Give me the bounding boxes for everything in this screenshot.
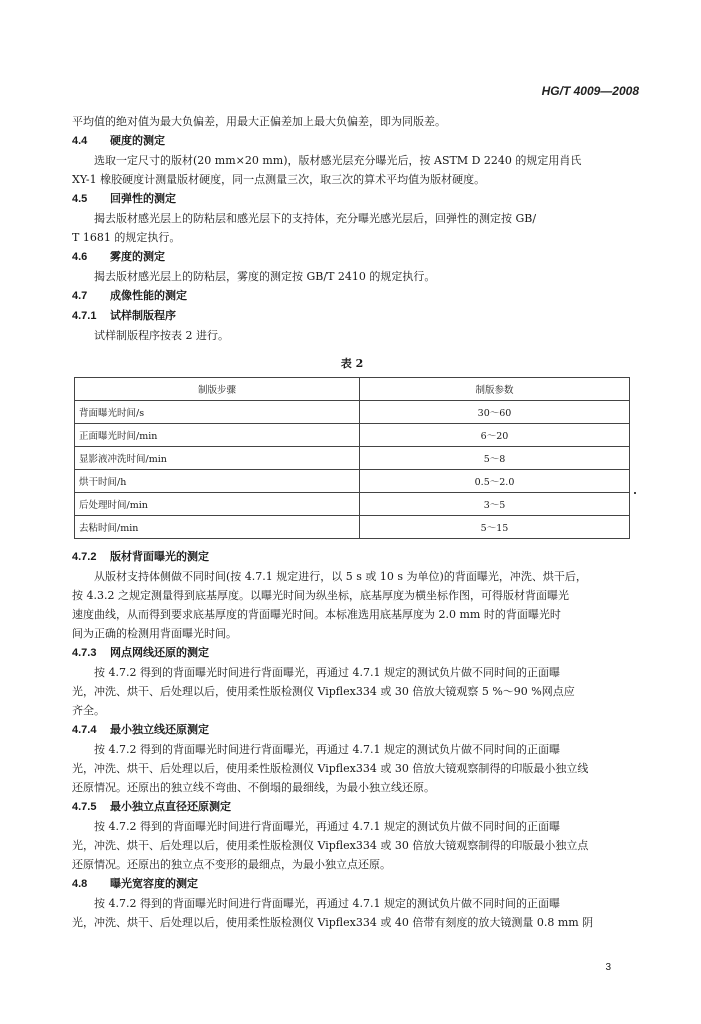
section-title: 成像性能的测定 — [110, 289, 187, 302]
paragraph-line: 间为正确的检测用背面曝光时间。 — [72, 627, 237, 640]
table-row — [75, 470, 630, 493]
process-table — [74, 377, 630, 539]
table-cell-step: 背面曝光时间/s — [75, 401, 360, 424]
section-heading-4-7-2 — [72, 547, 632, 567]
section-heading-4-4 — [72, 131, 632, 151]
table-header-step: 制版步骤 — [75, 378, 360, 401]
paragraph-line: 还原情况。还原出的独立点不变形的最细点，为最小独立点还原。 — [72, 858, 391, 871]
paragraph-line: 光，冲洗、烘干、后处理以后，使用柔性版检测仪 Vipflex334 或 40 倍带有刻度的放大镜测量 0.8 mm 阴 — [72, 916, 594, 929]
section-number: 4.7.3 — [72, 647, 97, 659]
paragraph-line: 按 4.7.2 得到的背面曝光时间进行背面曝光，再通过 4.7.1 规定的测试负片做不同时间的正面曝 — [94, 820, 560, 833]
section-title: 最小独立线还原测定 — [110, 723, 209, 736]
section-title: 雾度的测定 — [110, 250, 165, 263]
section-title: 硬度的测定 — [110, 134, 165, 147]
paragraph-line: 按 4.7.2 得到的背面曝光时间进行背面曝光，再通过 4.7.1 规定的测试负片做不同时间的正面曝 — [94, 897, 560, 910]
section-heading-4-7-1 — [72, 306, 632, 326]
paragraph-line: 揭去版材感光层上的防粘层，雾度的测定按 GB/T 2410 的规定执行。 — [94, 270, 436, 283]
section-number: 4.6 — [72, 251, 88, 263]
table-cell-param: 30～60 — [360, 401, 630, 424]
table-caption: 表 2 — [340, 357, 364, 370]
table-cell-param: 3～5 — [360, 493, 630, 516]
table-row — [75, 493, 630, 516]
scan-speck — [634, 492, 636, 494]
section-title: 版材背面曝光的测定 — [110, 550, 209, 563]
paragraph-line: T 1681 的规定执行。 — [72, 231, 181, 244]
paragraph-line: 速度曲线，从而得到要求底基厚度的背面曝光时间。本标准选用底基厚度为 2.0 mm 时的背面曝光时 — [72, 608, 561, 621]
paragraph-line: 按 4.7.2 得到的背面曝光时间进行背面曝光，再通过 4.7.1 规定的测试负片做不同时间的正面曝 — [94, 666, 560, 679]
paragraph-line: 按 4.7.2 得到的背面曝光时间进行背面曝光，再通过 4.7.1 规定的测试负片做不同时间的正面曝 — [94, 743, 560, 756]
table-cell-step: 显影液冲洗时间/min — [75, 447, 360, 470]
paragraph-line: 光，冲洗、烘干、后处理以后，使用柔性版检测仪 Vipflex334 或 30 倍放大镜观察制得的印版最小独立线 — [72, 762, 589, 775]
section-heading-4-7 — [72, 286, 632, 306]
section-heading-4-5 — [72, 189, 632, 209]
paragraph-line: 揭去版材感光层上的防粘层和感光层下的支持体，充分曝光感光层后，回弹性的测定按 GB/ — [94, 212, 537, 225]
section-number: 4.7 — [72, 290, 88, 302]
section-title: 曝光宽容度的测定 — [110, 877, 198, 890]
section-number: 4.7.1 — [72, 310, 97, 322]
paragraph-line: 光，冲洗、烘干、后处理以后，使用柔性版检测仪 Vipflex334 或 30 倍放大镜观察制得的印版最小独立点 — [72, 839, 589, 852]
table-row — [75, 401, 630, 424]
paragraph-line: 还原情况。还原出的独立线不弯曲、不倒塌的最细线，为最小独立线还原。 — [72, 781, 435, 794]
paragraph-line: 从版材支持体侧做不同时间(按 4.7.1 规定进行，以 5 s 或 10 s 为单位)的背面曝光，冲洗、烘干后， — [94, 570, 587, 583]
section-heading-4-6 — [72, 247, 632, 267]
section-number: 4.8 — [72, 878, 88, 890]
document-code: HG/T 4009—2008 — [541, 84, 639, 98]
table-header-param: 制版参数 — [360, 378, 630, 401]
paragraph-line: 光，冲洗、烘干、后处理以后，使用柔性版检测仪 Vipflex334 或 30 倍放大镜观察 5 %～90 %网点应 — [72, 685, 575, 698]
section-title: 回弹性的测定 — [110, 192, 176, 205]
section-number: 4.5 — [72, 193, 88, 205]
table-cell-step: 去粘时间/min — [75, 516, 360, 539]
paragraph-line: 齐全。 — [72, 704, 105, 717]
table-cell-step: 烘干时间/h — [75, 470, 360, 493]
intro-line: 平均值的绝对值为最大负偏差，用最大正偏差加上最大负偏差，即为同版差。 — [72, 115, 446, 128]
section-heading-4-8 — [72, 874, 632, 894]
table-cell-param: 6～20 — [360, 424, 630, 447]
section-title: 网点网线还原的测定 — [110, 646, 209, 659]
table-header-row — [75, 378, 630, 401]
table-row — [75, 447, 630, 470]
section-number: 4.7.2 — [72, 551, 97, 563]
paragraph-line: 选取一定尺寸的版材(20 mm×20 mm)，版材感光层充分曝光后，按 ASTM D 2240 的规定用肖氏 — [94, 154, 582, 167]
table-cell-param: 0.5～2.0 — [360, 470, 630, 493]
section-title: 最小独立点直径还原测定 — [110, 800, 231, 813]
table-cell-step: 后处理时间/min — [75, 493, 360, 516]
section-heading-4-7-4 — [72, 720, 632, 740]
paragraph-line: 按 4.3.2 之规定测量得到底基厚度。以曝光时间为纵坐标，底基厚度为横坐标作图，可得版材背面曝光 — [72, 589, 569, 602]
section-number: 4.4 — [72, 135, 88, 147]
table-row — [75, 516, 630, 539]
page-number: 3 — [605, 962, 611, 973]
paragraph-line: 试样制版程序按表 2 进行。 — [94, 329, 229, 342]
document-body — [72, 112, 632, 932]
table-cell-param: 5～8 — [360, 447, 630, 470]
section-heading-4-7-3 — [72, 643, 632, 663]
section-title: 试样制版程序 — [110, 309, 176, 322]
table-cell-step: 正面曝光时间/min — [75, 424, 360, 447]
section-heading-4-7-5 — [72, 797, 632, 817]
section-number: 4.7.5 — [72, 801, 97, 813]
table-cell-param: 5～15 — [360, 516, 630, 539]
section-number: 4.7.4 — [72, 724, 97, 736]
table-row — [75, 424, 630, 447]
paragraph-line: XY-1 橡胶硬度计测量版材硬度，同一点测量三次，取三次的算术平均值为版材硬度。 — [72, 173, 486, 186]
